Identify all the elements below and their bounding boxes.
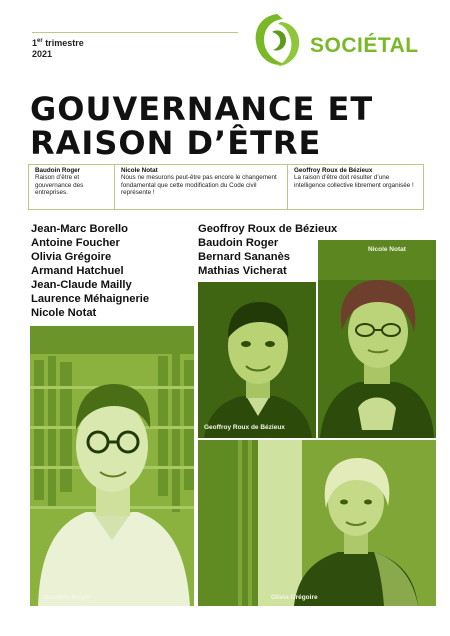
issue-period-number: 1 xyxy=(32,38,38,48)
quote-author: Nicole Notat xyxy=(121,167,158,174)
contributor-name: Geoffroy Roux de Bézieux xyxy=(198,223,338,235)
quotes-strip xyxy=(28,164,424,210)
issue-period xyxy=(32,38,84,49)
quote-author: Baudoin Roger xyxy=(35,167,81,174)
logo-swirl-icon xyxy=(252,12,302,70)
photo-baudoin-roger xyxy=(30,326,194,606)
contributor-name: Olivia Grégoire xyxy=(31,251,112,263)
photo-caption: Baudoin Roger xyxy=(44,594,91,601)
portrait-illustration xyxy=(318,240,436,438)
contributor-name: Antoine Foucher xyxy=(31,237,120,249)
photo-geoffroy-roux-de-bezieux xyxy=(198,282,316,438)
quote-text: Raison d’être et gouvernance des entreprises. xyxy=(35,174,84,197)
quote-box xyxy=(114,164,287,210)
quote-box xyxy=(287,164,424,210)
photo-nicole-notat xyxy=(318,240,436,438)
photo-caption: Olivia Grégoire xyxy=(271,594,318,601)
title-line-1: GOUVERNANCE ET xyxy=(30,90,374,128)
contributor-name: Mathias Vicherat xyxy=(198,265,287,277)
societal-logo xyxy=(252,12,419,74)
quote-text: Nous ne mesurons peut-être pas encore le changement fondamental que cette modification du Code civil représente ! xyxy=(121,174,277,197)
contributor-name: Armand Hatchuel xyxy=(31,265,124,277)
portrait-illustration xyxy=(198,282,316,438)
portrait-illustration xyxy=(198,440,436,606)
quote-box xyxy=(28,164,114,210)
photo-olivia-gregoire xyxy=(198,440,436,606)
contributor-name: Laurence Méhaignerie xyxy=(31,293,150,305)
contributor-name: Bernard Sananès xyxy=(198,251,291,263)
quote-text: La raison d’être doit résulter d’une intelligence collective librement organisée ! xyxy=(294,174,414,189)
photo-caption: Geoffroy Roux de Bézieux xyxy=(204,424,285,431)
contributor-name: Nicole Notat xyxy=(31,307,97,319)
photo-caption: Nicole Notat xyxy=(368,246,406,253)
page-title xyxy=(30,92,430,160)
issue-info xyxy=(32,38,84,60)
portrait-illustration xyxy=(30,326,194,606)
quote-author: Geoffroy Roux de Bézieux xyxy=(294,167,373,174)
issue-period-superscript: er xyxy=(37,38,43,44)
title-line-2: RAISON D’ÊTRE xyxy=(30,124,322,162)
contributor-name: Jean-Marc Borello xyxy=(31,223,128,235)
contributor-name: Jean-Claude Mailly xyxy=(31,279,132,291)
contributors-list-left xyxy=(31,222,149,320)
issue-period-word: trimestre xyxy=(42,38,84,48)
issue-year: 2021 xyxy=(32,49,53,59)
contributor-name: Baudoin Roger xyxy=(198,237,279,249)
contributors-list-right xyxy=(198,222,337,278)
header-rule xyxy=(32,32,238,33)
logo-wordmark: SOCIÉTAL xyxy=(310,34,419,57)
